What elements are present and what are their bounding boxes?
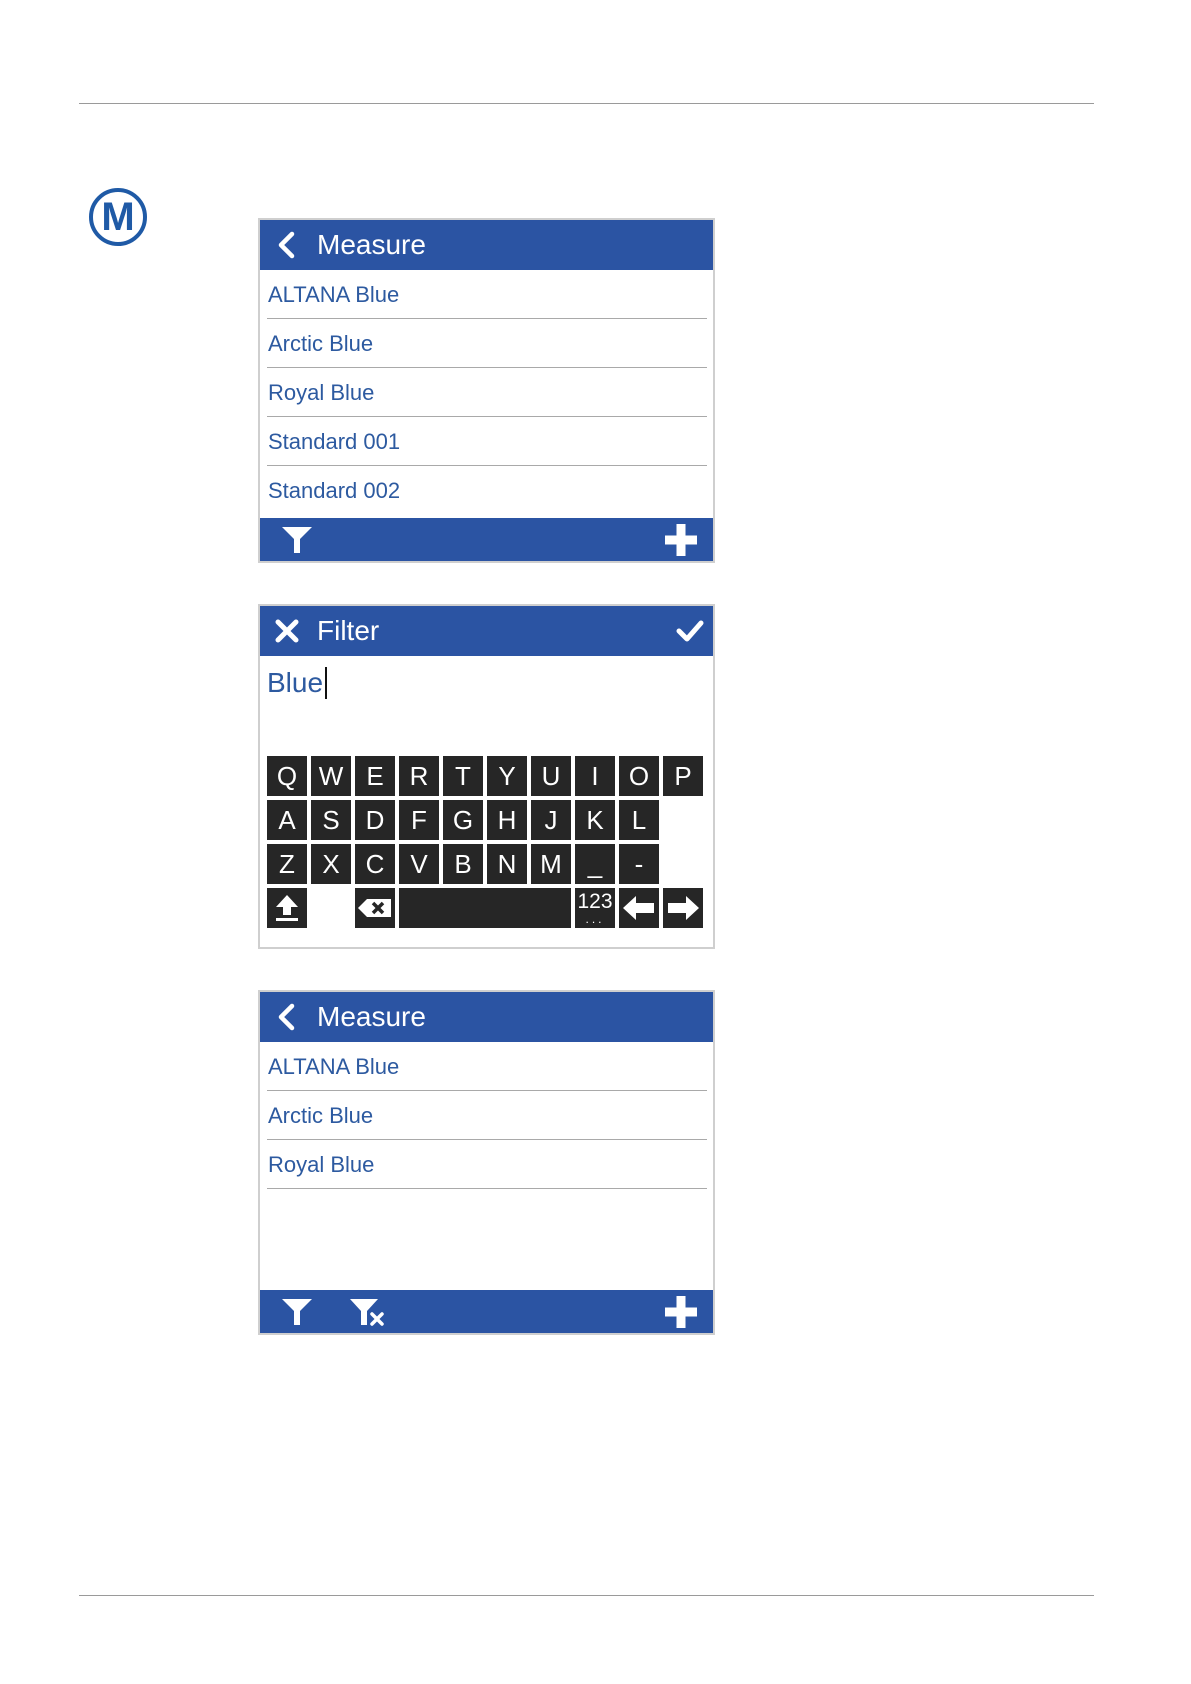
key-t[interactable]: T	[443, 756, 483, 796]
numeric-key[interactable]	[575, 888, 615, 928]
key-v[interactable]: V	[399, 844, 439, 884]
numeric-key-label: 123	[577, 890, 613, 913]
shift-key[interactable]	[267, 888, 307, 928]
chevron-left-icon[interactable]	[272, 1002, 302, 1032]
mode-badge-letter: M	[101, 195, 135, 239]
chevron-left-icon[interactable]	[272, 230, 302, 260]
space-key[interactable]	[399, 888, 571, 928]
header-rule	[79, 103, 1094, 104]
m-circle-icon	[89, 188, 147, 246]
key-g[interactable]: G	[443, 800, 483, 840]
list-item[interactable]: Arctic Blue	[267, 1091, 707, 1140]
key-j[interactable]: J	[531, 800, 571, 840]
arrow-left-icon	[619, 888, 659, 928]
filter-clear-icon[interactable]	[348, 1296, 388, 1328]
filter-screen	[258, 604, 715, 949]
key-hyphen[interactable]: -	[619, 844, 659, 884]
key-c[interactable]: C	[355, 844, 395, 884]
list-item[interactable]: ALTANA Blue	[267, 270, 707, 319]
key-b[interactable]: B	[443, 844, 483, 884]
filter-input-value: Blue	[267, 667, 324, 698]
screen-title: Measure	[317, 229, 426, 260]
numeric-key-dots: ...	[585, 912, 605, 926]
key-i[interactable]: I	[575, 756, 615, 796]
on-screen-keyboard	[267, 756, 707, 946]
key-f[interactable]: F	[399, 800, 439, 840]
text-cursor	[325, 667, 327, 699]
bottom-toolbar	[260, 518, 713, 561]
measure-screen-full	[258, 218, 715, 563]
shift-icon	[267, 888, 307, 928]
filter-icon[interactable]	[280, 524, 314, 556]
key-h[interactable]: H	[487, 800, 527, 840]
key-y[interactable]: Y	[487, 756, 527, 796]
cursor-left-key[interactable]	[619, 888, 659, 928]
key-e[interactable]: E	[355, 756, 395, 796]
plus-icon[interactable]	[663, 1294, 699, 1330]
arrow-right-icon	[663, 888, 703, 928]
key-x[interactable]: X	[311, 844, 351, 884]
key-r[interactable]: R	[399, 756, 439, 796]
key-u[interactable]: U	[531, 756, 571, 796]
filter-input[interactable]	[267, 666, 706, 706]
title-bar	[260, 606, 713, 656]
key-z[interactable]: Z	[267, 844, 307, 884]
title-bar	[260, 220, 713, 270]
bottom-toolbar	[260, 1290, 713, 1333]
key-k[interactable]: K	[575, 800, 615, 840]
title-bar	[260, 992, 713, 1042]
backspace-icon	[355, 888, 395, 928]
list-item[interactable]: Arctic Blue	[267, 319, 707, 368]
footer-rule	[79, 1595, 1094, 1596]
measure-list	[267, 1042, 707, 1189]
list-item[interactable]: ALTANA Blue	[267, 1042, 707, 1091]
backspace-key[interactable]	[355, 888, 395, 928]
cursor-right-key[interactable]	[663, 888, 703, 928]
key-n[interactable]: N	[487, 844, 527, 884]
screen-title: Filter	[317, 615, 380, 646]
list-item[interactable]: Royal Blue	[267, 368, 707, 417]
list-item[interactable]: Standard 002	[268, 478, 401, 503]
filter-icon[interactable]	[280, 1296, 314, 1328]
close-icon[interactable]	[272, 616, 302, 646]
key-d[interactable]: D	[355, 800, 395, 840]
measure-screen-filtered	[258, 990, 715, 1335]
key-s[interactable]: S	[311, 800, 351, 840]
list-item[interactable]: Standard 001	[267, 417, 707, 466]
key-a[interactable]: A	[267, 800, 307, 840]
key-m[interactable]: M	[531, 844, 571, 884]
key-o[interactable]: O	[619, 756, 659, 796]
key-underscore[interactable]: _	[575, 844, 615, 884]
list-item[interactable]: Royal Blue	[267, 1140, 707, 1189]
screen-title: Measure	[317, 1001, 426, 1032]
key-l[interactable]: L	[619, 800, 659, 840]
key-p[interactable]: P	[663, 756, 703, 796]
plus-icon[interactable]	[663, 522, 699, 558]
measure-list	[267, 270, 707, 515]
key-q[interactable]: Q	[267, 756, 307, 796]
check-icon[interactable]	[675, 616, 705, 646]
key-w[interactable]: W	[311, 756, 351, 796]
